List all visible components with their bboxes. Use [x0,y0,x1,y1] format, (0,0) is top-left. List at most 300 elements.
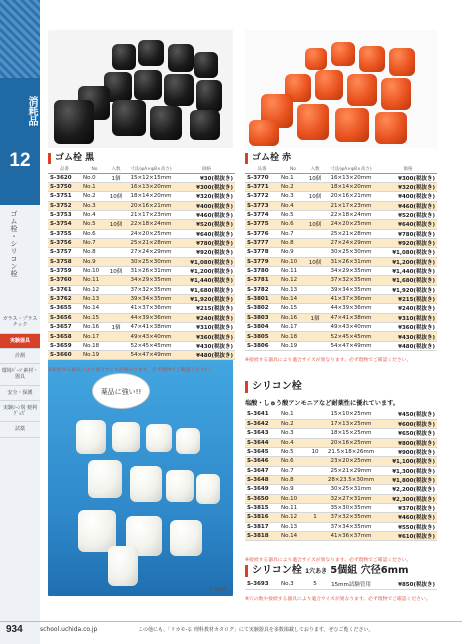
table-row [245,201,437,210]
product-code: S-3755 [48,229,81,238]
price: ¥550(税抜き) [379,522,437,531]
price: ¥1,440(税抜き) [379,266,437,275]
pack-qty [108,257,124,266]
silicone-section-title [245,381,302,393]
table-row [48,229,235,238]
price: ¥1,080(税抜き) [178,257,235,266]
product-code: S-3804 [245,323,279,332]
pack-qty [307,429,323,438]
pack-qty [307,248,323,257]
table-row [245,513,437,522]
dimensions: 31×26×31mm [323,257,379,266]
column-header: 入数 [307,166,323,173]
product-code: S-3656 [48,313,81,322]
product-code: S-3762 [48,294,81,303]
pack-qty [307,522,323,531]
pack-qty [307,419,323,428]
price: ¥320(税抜き) [178,192,235,201]
size-number: No.5 [279,210,307,219]
pack-qty [108,229,124,238]
section-tab[interactable]: 実験ｼｰﾝ別 便利ｸﾞｯｽﾞ [0,401,40,423]
product-code: S-3643 [245,429,279,438]
category-sidebar [0,0,40,644]
pack-qty [108,285,124,294]
product-code: S-3775 [245,220,279,229]
product-code: S-3620 [48,173,81,182]
table-row [245,447,437,456]
pack-qty [307,238,323,247]
size-number: No.6 [279,457,307,466]
size-number: No.3 [81,201,108,210]
hole-spec-table [245,580,437,590]
price: ¥920(税抜き) [379,238,437,247]
price: ¥215(税抜き) [379,294,437,303]
table-row [245,466,437,475]
product-code: S-3693 [245,580,279,589]
price: ¥300(税抜き) [379,173,437,182]
product-code: S-3776 [245,229,279,238]
pack-qty: 5 [307,580,323,589]
pack-qty [307,494,323,503]
price: ¥1,200(税抜き) [379,257,437,266]
product-code: S-3778 [245,248,279,257]
speech-bubble: 薬品に強い!! [92,373,150,409]
hole-note: ※穴の数や接続する器具により適合サイズが異なります。必ず現物でご確認ください。 [245,597,431,602]
size-number: No.10 [81,266,108,275]
stopper-shape [112,422,140,452]
size-number: No.14 [81,304,108,313]
stopper-shape [305,48,327,70]
product-code: S-3782 [245,285,279,294]
size-number: No.8 [279,475,307,484]
pack-qty [307,457,323,466]
size-number: No.18 [279,332,307,341]
stopper-shape [315,70,343,100]
price: ¥640(税抜き) [379,220,437,229]
price: ¥400(税抜き) [178,201,235,210]
table-row [48,201,235,210]
size-number: No.7 [81,238,108,247]
dimensions: 37×32×35mm [323,276,379,285]
product-code: S-3756 [48,238,81,247]
product-code: S-3802 [245,304,279,313]
size-number: No.10 [279,257,307,266]
table-row [48,210,235,219]
pack-qty: 10個 [307,257,323,266]
table-row [245,475,437,484]
product-code: S-3770 [245,173,279,182]
price: ¥1,680(税抜き) [379,276,437,285]
product-code: S-3753 [48,210,81,219]
product-code: S-3805 [245,332,279,341]
price: ¥1,440(税抜き) [178,276,235,285]
table-row [48,257,235,266]
stopper-shape [196,474,220,504]
page-footer [0,606,462,644]
price: ¥520(税抜き) [379,210,437,219]
size-number: No.7 [279,229,307,238]
table-row [245,192,437,201]
dimensions: 37×32×35mm [124,285,178,294]
size-number: No.1 [279,173,307,182]
price: ¥30(税抜き) [178,173,235,182]
size-number: No.14 [279,294,307,303]
table-row [48,192,235,201]
table-row [245,494,437,503]
table-row [48,313,235,322]
table-row [48,285,235,294]
product-code: S-3641 [245,410,279,419]
dimensions: 22×18×24mm [323,210,379,219]
table-header-row [245,166,437,173]
price: ¥2,300(税抜き) [379,494,437,503]
black-section-title: ゴム栓 黒 [48,153,94,164]
size-number: No.15 [81,313,108,322]
product-code: S-3754 [48,220,81,229]
table-row [245,503,437,512]
stopper-shape [297,104,329,140]
price: ¥640(税抜き) [178,229,235,238]
pack-qty [307,503,323,512]
size-number: No.2 [81,192,108,201]
price: ¥600(税抜き) [379,419,437,428]
product-code: S-3648 [245,475,279,484]
product-code: S-3817 [245,522,279,531]
pack-qty [307,294,323,303]
dimensions: 17×13×25mm [323,419,379,428]
pack-qty [108,201,124,210]
category-sub-label: ゴム栓・シリコン栓 [10,210,18,278]
product-code: S-3815 [245,503,279,512]
product-code: S-3758 [48,257,81,266]
table-row [245,313,437,322]
size-number: No.12 [81,285,108,294]
hole-title-main: シリコン栓 [252,565,302,576]
size-number: No.6 [81,229,108,238]
pack-qty: 10個 [307,192,323,201]
pack-qty [307,341,323,350]
column-header: 品番 [48,166,81,173]
pack-qty [108,332,124,341]
stopper-shape [76,420,106,454]
dimensions: 24×20×25mm [323,220,379,229]
pack-qty: 10個 [307,173,323,182]
size-number: No.13 [279,285,307,294]
size-number: No.4 [81,210,108,219]
pack-qty [108,294,124,303]
stopper-shape [112,44,136,70]
size-number: No.17 [279,323,307,332]
dimensions: 15×10×25mm [323,410,379,419]
section-tab[interactable]: 環境ﾊﾟｰﾂ 素材・器具 [0,364,40,386]
column-header: No [279,166,307,173]
dimensions: 16×13×20mm [323,173,379,182]
pack-qty [307,229,323,238]
size-number: No.4 [279,201,307,210]
table-row [48,304,235,313]
price: ¥1,680(税抜き) [178,285,235,294]
table-row [48,220,235,229]
price: ¥360(税抜き) [379,323,437,332]
table-row [245,332,437,341]
price: ¥480(税抜き) [178,351,235,360]
dimensions: 49×43×40mm [124,332,178,341]
red-spec-table [245,166,437,351]
size-number: No.13 [279,522,307,531]
column-header: No [81,166,108,173]
size-number: No.5 [279,447,307,456]
product-code: S-3760 [48,276,81,285]
table-row [48,266,235,275]
product-code: S-3659 [48,341,81,350]
size-number: No.16 [279,313,307,322]
table-row [245,266,437,275]
size-number: No.11 [81,276,108,285]
dimensions: 25×21×28mm [323,229,379,238]
stopper-shape [164,74,194,106]
price: ¥240(税抜き) [379,304,437,313]
pack-qty [108,276,124,285]
hole-title-tail: 5個組 穴径6mm [330,565,409,576]
stopper-shape [168,44,194,72]
size-number: No.10 [279,494,307,503]
dimensions: 21×17×23mm [323,201,379,210]
dimensions: 39×34×35mm [124,294,178,303]
red-stoppers-photo [245,30,437,148]
size-number: No.12 [279,276,307,285]
black-stoppers-photo [48,30,233,148]
size-number: No.19 [279,341,307,350]
table-row [245,285,437,294]
product-code: S-3761 [48,285,81,294]
product-code: S-3750 [48,182,81,191]
dimensions: 27×24×29mm [124,248,178,257]
dimensions: 32×27×31mm [323,494,379,503]
size-number: No.13 [81,294,108,303]
table-row [48,248,235,257]
table-row [245,457,437,466]
pack-qty: 10個 [108,266,124,275]
size-number: No.8 [279,238,307,247]
table-row [48,332,235,341]
section-tab[interactable]: 計測 [0,349,40,364]
stopper-shape [381,78,411,110]
table-row [245,485,437,494]
size-number: No.8 [81,248,108,257]
section-tabs [0,312,40,438]
stopper-shape [134,70,162,100]
pack-qty [307,475,323,484]
table-row [48,341,235,350]
section-tab[interactable]: 試薬 [0,422,40,437]
pack-qty [307,438,323,447]
stopper-shape [335,108,369,142]
pack-qty [108,313,124,322]
table-row [48,238,235,247]
dimensions: 21×17×23mm [124,210,178,219]
size-number: No.5 [81,220,108,229]
pack-qty [307,182,323,191]
table-row [245,238,437,247]
dimensions: 47×41×38mm [323,313,379,322]
size-number: No.14 [279,531,307,540]
stopper-shape [347,74,377,106]
section-tab[interactable]: 安全・保護 [0,386,40,401]
product-code: S-3655 [48,304,81,313]
pack-qty: 1個 [108,323,124,332]
table-row [245,276,437,285]
size-number: No.17 [81,332,108,341]
dimensions: 25×21×29mm [323,466,379,475]
stopper-shape [190,110,220,140]
table-row [48,173,235,182]
pack-qty: 10個 [307,220,323,229]
pack-qty [307,410,323,419]
size-number: No.11 [279,503,307,512]
product-code: S-3771 [245,182,279,191]
table-row [245,323,437,332]
dimensions: 34×29×35mm [323,266,379,275]
dimensions: 35×30×35mm [323,503,379,512]
pack-qty [307,285,323,294]
product-code: S-3774 [245,210,279,219]
price: ¥780(税抜き) [379,229,437,238]
price: ¥360(税抜き) [178,332,235,341]
price: ¥400(税抜き) [379,192,437,201]
stopper-shape [108,546,138,586]
price: ¥850(税抜き) [379,580,437,589]
price: ¥1,920(税抜き) [178,294,235,303]
size-number: No.18 [81,341,108,350]
hole-section-title [245,565,409,577]
section-tab[interactable]: 実験器具 [0,334,40,349]
product-code: S-3772 [245,192,279,201]
silicone-title-text: シリコン栓 [252,381,302,392]
stopper-shape [194,52,218,78]
stopper-shape [54,100,94,144]
dimensions: 44×39×36mm [323,304,379,313]
pack-qty [108,351,124,360]
site-url[interactable]: school.uchida.co.jp [40,626,98,633]
dimensions: 52×45×45mm [323,332,379,341]
category-number: 12 [9,150,31,171]
stopper-shape [88,460,122,498]
price: ¥310(税抜き) [379,313,437,322]
product-code: S-3660 [48,351,81,360]
stopper-shape [170,520,202,556]
column-header: 入数 [108,166,124,173]
table-row [245,229,437,238]
price: ¥430(税抜き) [178,341,235,350]
product-code: S-3806 [245,341,279,350]
product-code: S-3780 [245,266,279,275]
dimensions: 27×24×29mm [323,238,379,247]
price: ¥240(税抜き) [178,313,235,322]
price: ¥310(税抜き) [178,323,235,332]
table-row [245,173,437,182]
table-row [245,438,437,447]
stopper-shape [138,40,164,66]
pack-qty: 10個 [108,220,124,229]
price: ¥610(税抜き) [379,531,437,540]
price: ¥1,100(税抜き) [379,457,437,466]
section-tab[interactable]: ガラス・プラスチック [0,312,40,334]
dimensions: 52×45×45mm [124,341,178,350]
pack-qty [307,332,323,341]
silicone-note: ※接続する器具により適合サイズが異なります。必ず現物でご確認ください。 [245,558,412,563]
dimensions: 54×47×49mm [124,351,178,360]
pack-qty [307,485,323,494]
table-row [245,294,437,303]
dimensions: 37×34×35mm [323,522,379,531]
price: ¥1,200(税抜き) [178,266,235,275]
photo-caption: S-3693 [209,587,227,593]
stopper-shape [176,428,200,454]
size-number: No.3 [279,429,307,438]
price: ¥460(税抜き) [178,210,235,219]
dimensions: 54×47×49mm [323,341,379,350]
dimensions: 37×32×35mm [323,513,379,522]
price: ¥370(税抜き) [379,503,437,512]
table-row [48,323,235,332]
price: ¥1,300(税抜き) [379,466,437,475]
pack-qty: 10個 [108,192,124,201]
pack-qty [307,201,323,210]
dimensions: 30×25×30mm [124,257,178,266]
product-code: S-3657 [48,323,81,332]
table-row [245,304,437,313]
pack-qty [307,266,323,275]
product-code: S-3781 [245,276,279,285]
footer-divider [0,621,462,622]
price: ¥780(税抜き) [178,238,235,247]
dimensions: 41×37×36mm [124,304,178,313]
stopper-shape [359,46,385,72]
dimensions: 28×23.5×30mm [323,475,379,484]
product-code: S-3801 [245,294,279,303]
product-code: S-3752 [48,201,81,210]
pack-qty [307,276,323,285]
dimensions: 20×16×21mm [323,192,379,201]
size-number: No.3 [279,192,307,201]
stopper-shape [196,80,222,112]
table-row [48,294,235,303]
size-number: No.4 [279,438,307,447]
table-row [48,351,235,360]
pack-qty [108,341,124,350]
dimensions: 31×26×31mm [124,266,178,275]
table-row [245,220,437,229]
table-row [48,276,235,285]
price: ¥450(税抜き) [379,410,437,419]
price: ¥430(税抜き) [379,332,437,341]
pack-qty [307,304,323,313]
product-code: S-3818 [245,531,279,540]
product-code: S-3642 [245,419,279,428]
pack-qty [108,304,124,313]
footer-note: この他にも、「リカモ-る 理科教材カタログ」にて実験器具を多数掲載しております。ぜひご覧ください。 [138,627,374,633]
product-code: S-3803 [245,313,279,322]
size-number: No.2 [279,182,307,191]
product-code: S-3649 [245,485,279,494]
silicone-spec-table [245,410,437,541]
table-row [245,257,437,266]
table-row [48,182,235,191]
pack-qty [108,248,124,257]
table-row [245,522,437,531]
hole-title-small: 1穴あき [304,568,328,575]
product-code: S-3646 [245,457,279,466]
